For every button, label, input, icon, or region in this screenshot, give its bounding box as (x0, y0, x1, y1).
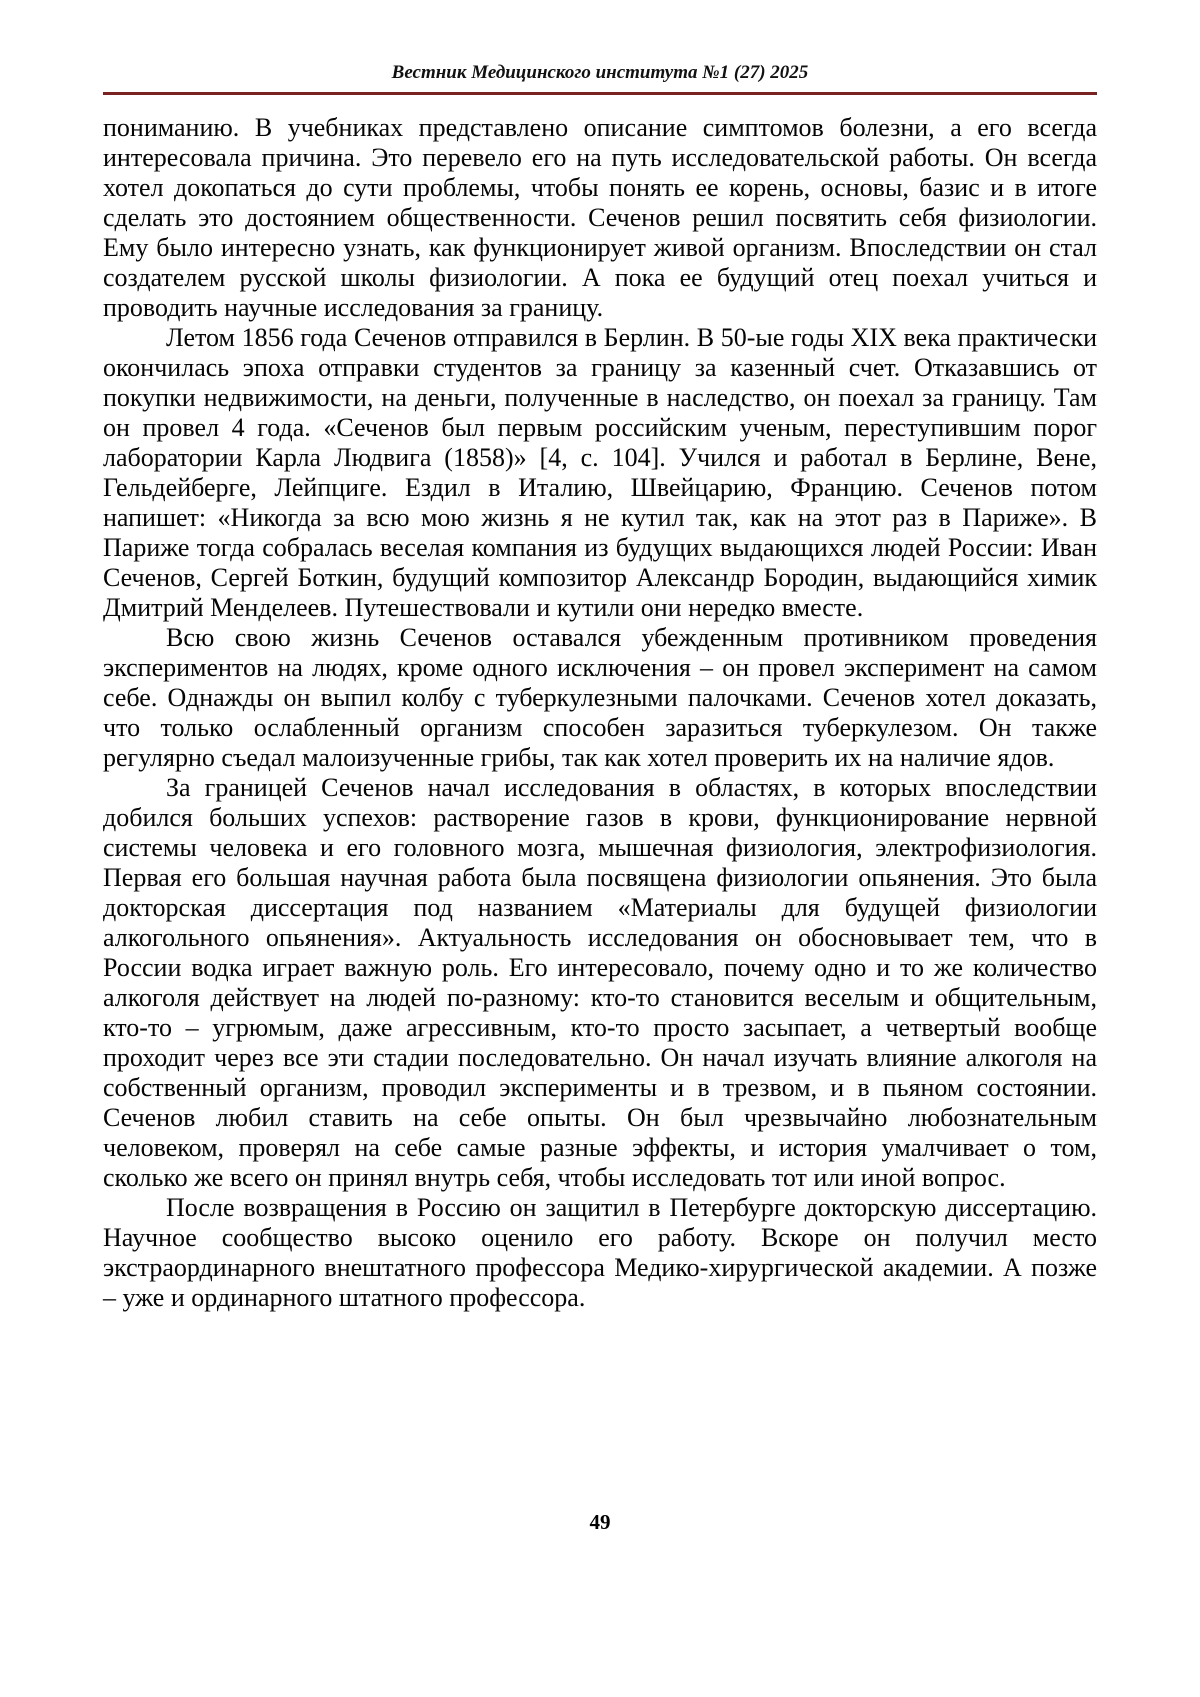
paragraph: Всю свою жизнь Сеченов оставался убежденным противником проведения экспериментов на людях, кроме одного исключения – он провел эксперимент на самом себе. Однажды он выпил колбу с туберкулезными палочками. Сеченов хотел доказать, что только ослабленный организм способен заразиться туберкулезом. Он также регулярно съедал малоизученные грибы, так как хотел проверить их на наличие ядов. (103, 623, 1097, 772)
journal-title: Вестник Медицинского института №1 (27) 2025 (391, 62, 809, 83)
paragraph: После возвращения в Россию он защитил в Петербурге докторскую диссертацию. Научное сообщество высоко оценило его работу. Вскоре он получил место экстраординарного внештатного профессора Медико-хирургической академии. А позже – уже и ординарного штатного профессора. (103, 1193, 1097, 1312)
paragraph: Летом 1856 года Сеченов отправился в Берлин. В 50-ые годы XIX века практически окончилась эпоха отправки студентов за границу за казенный счет. Отказавшись от покупки недвижимости, на деньги, полученные в наследство, он поехал за границу. Там он провел 4 года. «Сеченов был первым российским ученым, переступившим порог лаборатории Карла Людвига (1858)» [4, с. 104]. Учился и работал в Берлине, Вене, Гельдейберге, Лейпциге. Ездил в Италию, Швейцарию, Францию. Сеченов потом напишет: «Никогда за всю мою жизнь я не кутил так, как на этот раз в Париже». В Париже тогда собралась веселая компания из будущих выдающихся людей России: Иван Сеченов, Сергей Боткин, будущий композитор Александр Бородин, выдающийся химик Дмитрий Менделеев. Путешествовали и кутили они нередко вместе. (103, 323, 1097, 622)
page-number: 49 (589, 1510, 611, 1534)
paragraph-continuation: пониманию. В учебниках представлено описание симптомов болезни, а его всегда интересовала причина. Это перевело его на путь исследовательской работы. Он всегда хотел докопаться до сути проблемы, чтобы понять ее корень, основы, базис и в итоге сделать это достоянием общественности. Сеченов решил посвятить себя физиологии. Ему было интересно узнать, как функционирует живой организм. Впоследствии он стал создателем русской школы физиологии. А пока ее будущий отец поехал учиться и проводить научные исследования за границу. (103, 113, 1097, 322)
page-header (103, 62, 1097, 95)
article-body (103, 113, 1097, 1313)
header-divider (103, 92, 1097, 95)
paragraph: За границей Сеченов начал исследования в областях, в которых впоследствии добился больших успехов: растворение газов в крови, функционирование нервной системы человека и его головного мозга, мышечная физиология, электрофизиология. Первая его большая научная работа была посвящена физиологии опьянения. Это была докторская диссертация под названием «Материалы для будущей физиологии алкогольного опьянения». Актуальность исследования он обосновывает тем, что в России водка играет важную роль. Его интересовало, почему одно и то же количество алкоголя действует на людей по-разному: кто-то становится веселым и общительным, кто-то – угрюмым, даже агрессивным, кто-то просто засыпает, а четвертый вообще проходит через все эти стадии последовательно. Он начал изучать влияние алкоголя на собственный организм, проводил эксперименты и в трезвом, и в пьяном состоянии. Сеченов любил ставить на себе опыты. Он был чрезвычайно любознательным человеком, проверял на себе самые разные эффекты, и история умалчивает о том, сколько же всего он принял внутрь себя, чтобы исследовать тот или иной вопрос. (103, 773, 1097, 1192)
